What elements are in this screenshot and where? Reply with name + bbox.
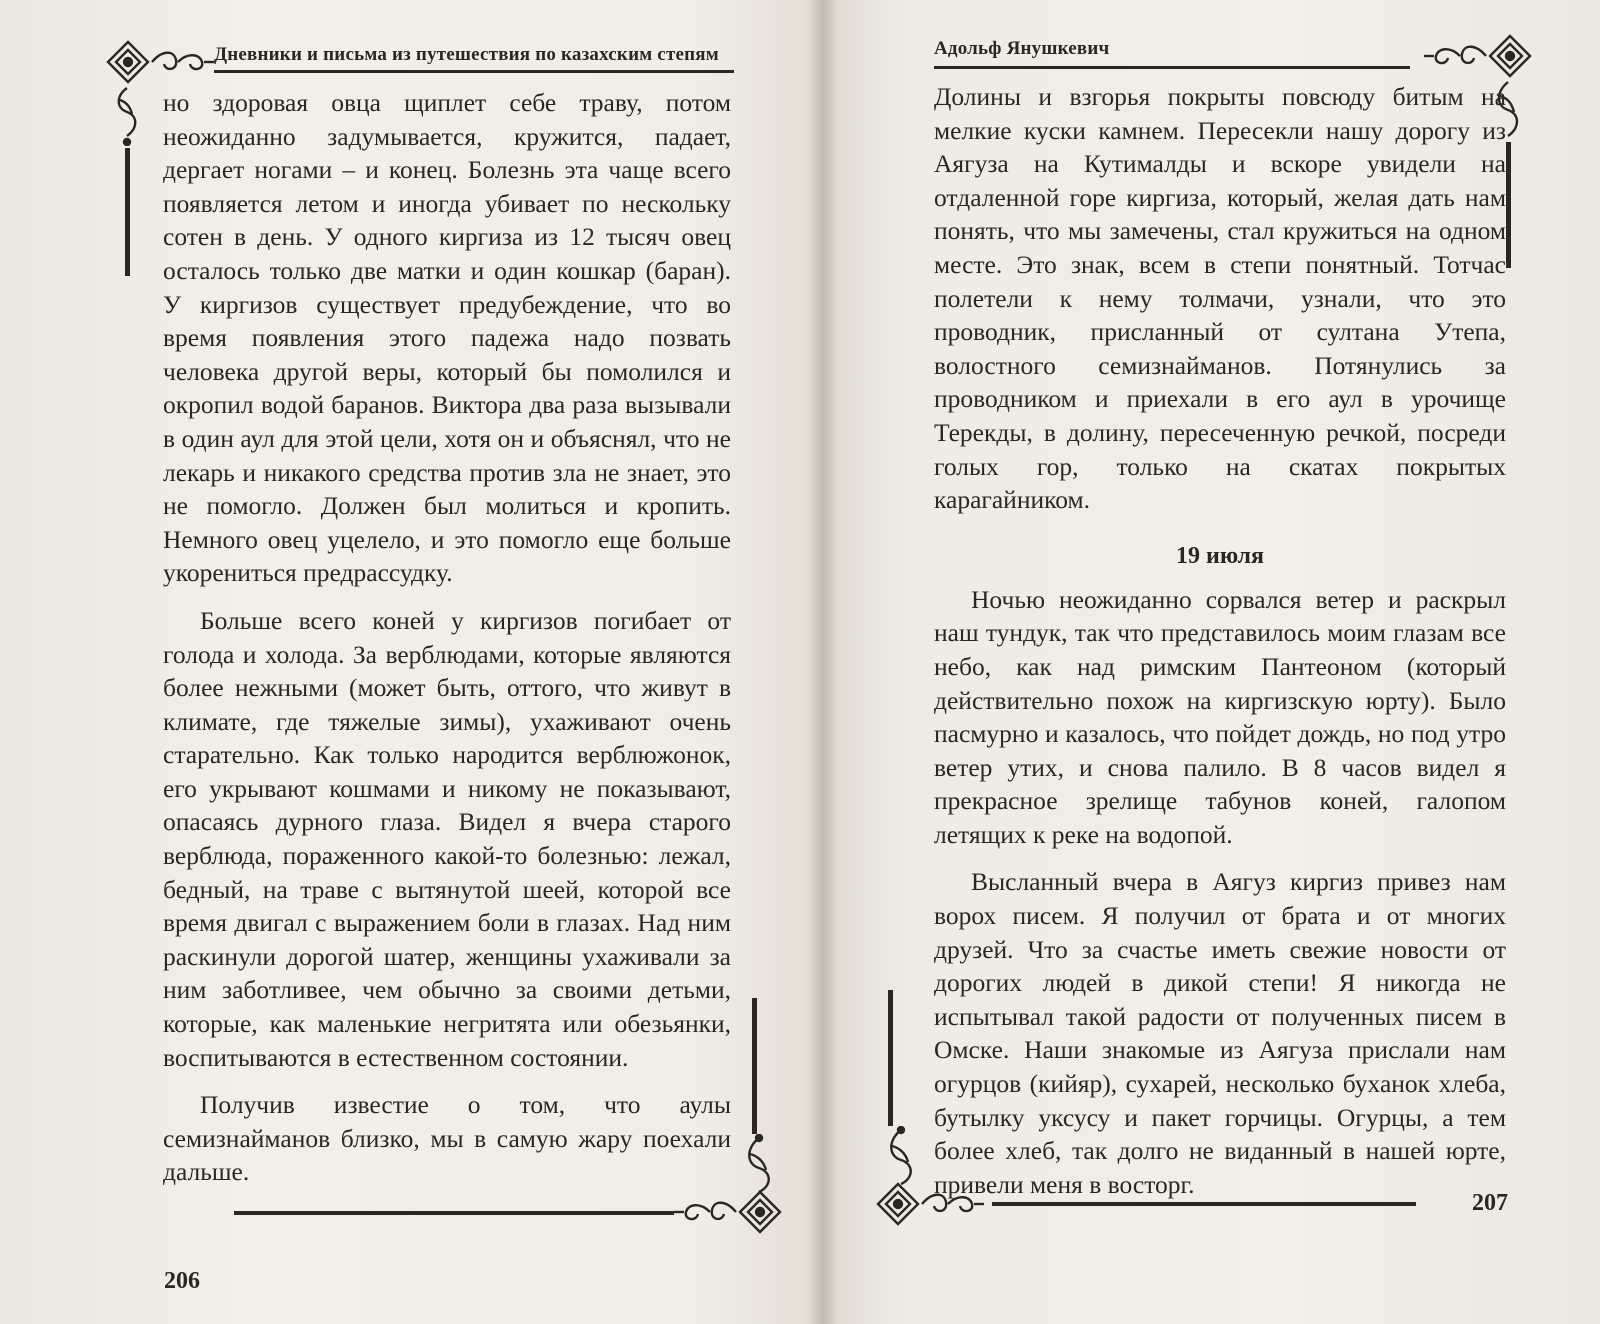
corner-ornament-icon (104, 38, 216, 86)
left-margin-rule (125, 148, 130, 276)
paragraph: Высланный вчера в Аягуз киргиз привез нам ворох писем. Я получил от брата и от многих друзей. Что за счастье иметь свежие новости от дорогих людей в дикой степи! Я никогда не испытывал такой радости от полученных писем в Омске. Наши знакомые из Аягуза прислали нам огурцов (кийяр), сухарей, несколько буханок хлеба, бутылку уксусу и пакет горчицы. Огурцы, а тем более хлеб, так долго не виданный в нашей юрте, привели меня в восторг. (934, 867, 1506, 1199)
paragraph: Долины и взгорья покрыты повсюду битым на мелкие куски камнем. Пересекли нашу дорогу из Аягуза на Кутималды и вскоре увидели на отдаленной горе киргиза, который, желая дать нам понять, что мы замечены, стал кружиться на одном месте. Это знак, всем в степи понятный. Тотчас полетели к нему толмачи, узнали, что это проводник, присланный от султана Утепа, волостного семизнайманов. Потянулись за проводником и приехали в его аул в урочище Терекды, в долину, пересеченную речкой, посреди голых гор, только на скатах покрытых карагайником. (934, 82, 1506, 515)
left-margin-rule (888, 990, 893, 1126)
right-page (822, 0, 1600, 1324)
page-number: 207 (1472, 1190, 1508, 1216)
paragraph: Больше всего коней у киргизов погибает от голода и холода. За верблюдами, которые являются более нежными (может быть, оттого, что живут в климате, где тяжелые зимы), ухаживают очень старательно. Как только народится верблюжонок, его укрывают кошмами и никому не показывают, опасаясь дурного глаза. Видел я вчера старого верблюда, пораженного какой-то болезнью: лежал, бедный, на траве с вытянутой шеей, которой все время двигал с выражением боли в глазах. Над ним раскинули дорогой шатер, женщины ухаживали за ним заботливее, чем обычно за своими детьми, которые, как маленькие негритята или обезьянки, воспитываются в естественном состоянии. (163, 605, 731, 1072)
footer-rule (992, 1202, 1416, 1206)
corner-ornament-icon (1422, 32, 1534, 82)
page-number: 206 (164, 1268, 200, 1294)
running-head: Адольф Янушкевич (934, 38, 1110, 59)
right-text-column (934, 80, 1506, 1201)
corner-ornament-icon (874, 1180, 986, 1230)
corner-ornament-icon (672, 1188, 784, 1238)
running-head-rule (934, 66, 1410, 69)
date-heading: 19 июля (1175, 542, 1265, 569)
right-margin-rule (752, 998, 757, 1134)
footer-rule (234, 1211, 674, 1215)
running-head: Дневники и письма из путешествия по казахским степям (214, 44, 719, 65)
right-margin-rule (1506, 142, 1511, 268)
book-gutter (806, 0, 838, 1324)
paragraph: но здоровая овца щиплет себе траву, потом неожиданно задумывается, кружится, падает, дергает ногами – и конец. Болезнь эта чаще всего появляется летом и иногда убивает по нескольку сотен в день. У одного киргиза из 12 тысяч овец осталось только две матки и один кошкар (баран). У киргизов существует предубеждение, что во время появления этого падежа надо позвать человека другой веры, который бы помолился и окропил водой баранов. Виктора два раза вызывали в один аул для этой цели, хотя он и объяснял, что не лекарь и никакого средства против зла не знает, это не помогло. Должен был молиться и кропить. Немного овец уцелело, и это помогло еще больше укорениться предрассудку. (163, 88, 731, 588)
side-ornament-icon (736, 1134, 782, 1194)
side-ornament-icon (112, 86, 142, 146)
side-ornament-icon (878, 1126, 924, 1186)
paragraph: Получив известие о том, что аулы семизнайманов близко, мы в самую жару поехали дальше. (163, 1090, 731, 1187)
left-text-column (163, 86, 731, 1189)
running-head-rule (214, 70, 734, 73)
paragraph: Ночью неожиданно сорвался ветер и раскрыл наш тундук, так что представилось моим глазам все небо, как над римским Пантеоном (который действительно похож на киргизскую юрту). Было пасмурно и казалось, что пойдет дождь, но под утро ветер утих, и снова палило. В 8 часов видел я прекрасное зрелище табунов коней, галопом летящих к реке на водопой. (934, 584, 1506, 849)
